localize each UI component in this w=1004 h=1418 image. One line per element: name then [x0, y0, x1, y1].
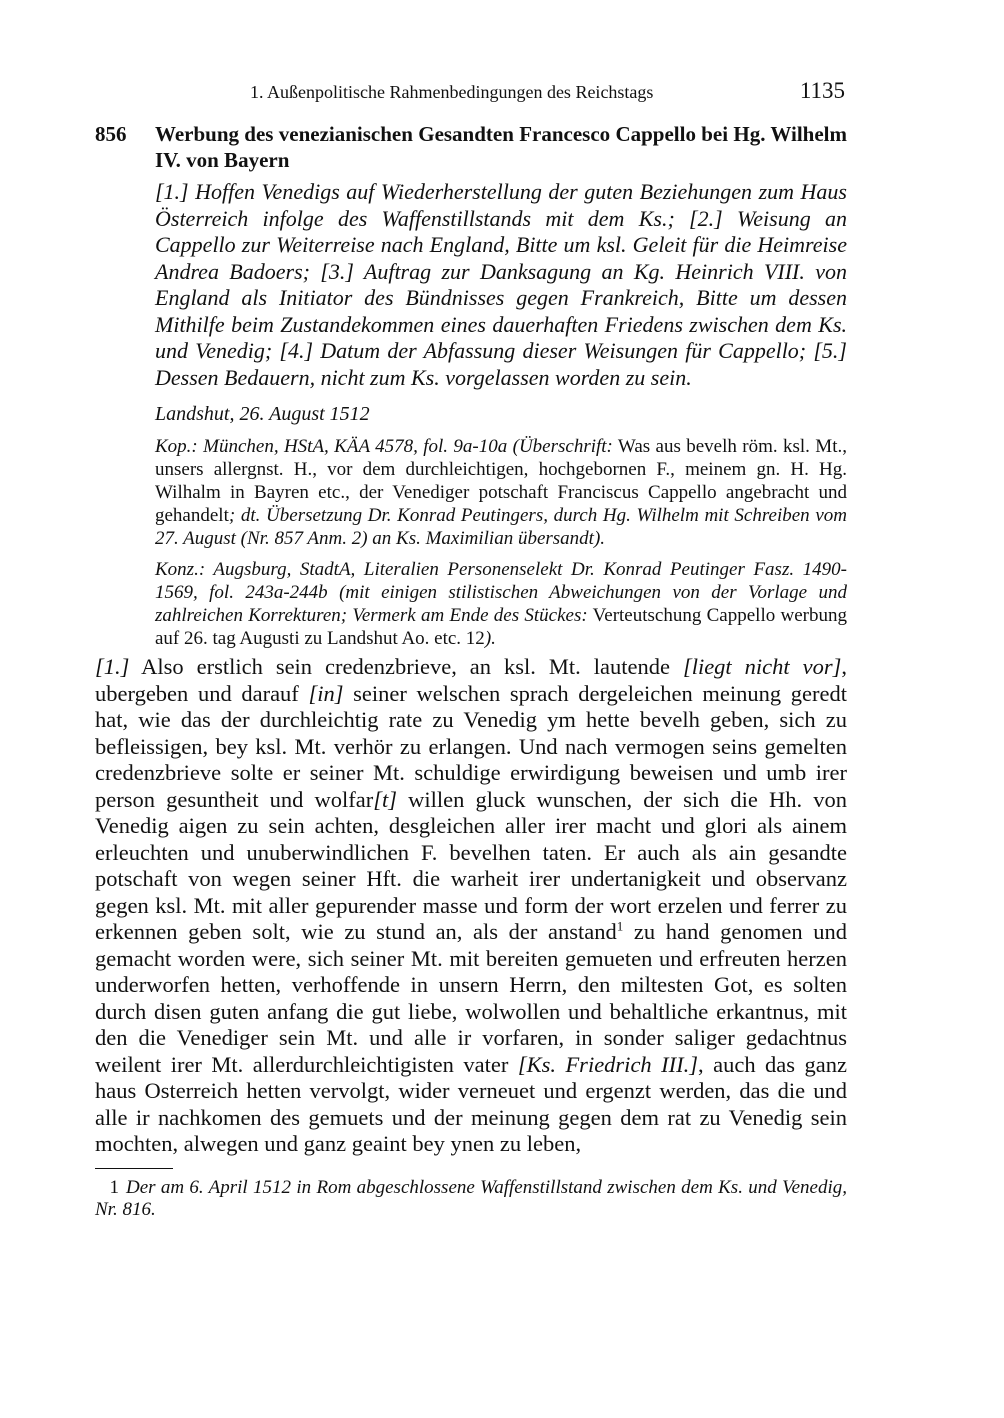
- body-span: , ubergeben und darauf: [95, 654, 848, 706]
- document-title: Werbung des venezianischen Gesandten Francesco Cappello bei Hg. Wilhelm IV. von Bayern: [155, 122, 847, 172]
- running-head-title: 1. Außenpolitische Rahmenbedingungen des Reichstags: [250, 82, 654, 102]
- footnote-text: Der am 6. April 1512 in Rom abgeschlossene Waffenstillstand zwischen dem Ks. und Venedig, Nr. 816.: [95, 1176, 847, 1220]
- editorial-note: [liegt nicht vor]: [682, 654, 842, 679]
- body-span: , auch das ganz haus Osterreich hetten vervolgt, wider verneuet und ergenzt werden, das die und alle ir nachkomen des gemuets und der meinung gegen dem rat zu Venedig sein mochten, alwegen und ganz geaint bey ynen zu leben,: [95, 1051, 847, 1156]
- source-copy-part-b: Was aus bevelh röm. ksl. Mt., unsers allergnst. H., vor dem durchleichtigen, hochgebornen F., meinem gn. H. Hg. Wilhalm in Bayren etc., der Venediger potschaft Franciscus Cappello angebracht und gehandelt: [155, 436, 847, 526]
- source-draft: [155, 558, 847, 650]
- source-draft-part-a: Konz.: Augsburg, StadtA, Literalien Personenselekt Dr. Konrad Peutinger Fasz. 1490-1569, fol. 243a-244b (mit einigen stilistischen Abweichungen von der Vorlage und zahlreichen Korrekturen; Vermerk am Ende des Stückes:: [155, 559, 847, 626]
- footnote-reference[interactable]: 1: [616, 918, 624, 934]
- source-copy: [155, 435, 847, 550]
- editorial-insert: [in]: [308, 680, 344, 706]
- body-span: Also erstlich sein credenzbrieve, an ksl. Mt. lautende: [129, 654, 683, 679]
- page-number: 1135: [799, 78, 845, 103]
- source-copy-part-a: Kop.: München, HStA, KÄA 4578, fol. 9a-10a (Überschrift:: [155, 436, 613, 457]
- editorial-insert: [t]: [373, 786, 398, 812]
- document-number: 856: [95, 122, 127, 146]
- source-draft-part-c: ).: [484, 628, 496, 649]
- body-text: [95, 654, 847, 1158]
- body-span: willen gluck wunschen, der sich die Hh. von Venedig aigen zu sein achten, desgleichen aller irer macht und glori als ainem erleuchten und unuberwindlichen F. bevelhen taten. Er auch als ain gesandte potschaft von wegen seiner Hft. die warheit irer undertanigkeit und observanz gegen ksl. Mt. mit aller gepurender masse und form der wort erzelen und ferrer zu erkennen geben solt, wie zu stund an, als der anstand: [95, 786, 847, 944]
- document-heading: [95, 121, 847, 173]
- editorial-note: [Ks. Friedrich III.]: [517, 1051, 699, 1077]
- footnote-rule: [95, 1168, 173, 1169]
- place-date: Landshut, 26. August 1512: [155, 403, 370, 425]
- footnote: [95, 1177, 847, 1221]
- body-span: seiner welschen sprach dergeleichen meinung geredt hat, wie das der durchleichtig rate zu Venedig ym hette bevelh geben, sich zu befleissigen, bey ksl. Mt. verhör zu erlangen. Und nach vermogen seins gemelten credenzbrieve solte er seiner Mt. schuldige erwirdigung beweisen und umb irer person gesuntheit und wolfar: [95, 680, 847, 812]
- footnote-mark: 1: [109, 1176, 119, 1198]
- regest: [1.] Hoffen Venedigs auf Wiederherstellung der guten Beziehungen zum Haus Österreich infolge des Waffenstillstands mit dem Ks.; [2.] Weisung an Cappello zur Weiterreise nach England, Bitte um ksl. Geleit für die Heimreise Andrea Badoers; [3.] Auftrag zur Danksagung an Kg. Heinrich VIII. von England als Initiator des Bündnisses gegen Frankreich, Bitte um dessen Mithilfe beim Zustandekommen eines dauerhaften Friedens zwischen dem Ks. und Venedig; [4.] Datum der Abfassung dieser Weisungen für Cappello; [5.] Dessen Bedauern, nicht zum Ks. vorgelassen worden zu sein.: [155, 179, 847, 390]
- page: [95, 78, 847, 1221]
- source-copy-part-c: ; dt. Übersetzung Dr. Konrad Peutingers, durch Hg. Wilhelm mit Schreiben vom 27. August (Nr. 857 Anm. 2) an Ks. Maximilian übersandt).: [155, 505, 847, 549]
- running-head: [95, 78, 847, 108]
- source-draft-part-b: Verteutschung Cappello werbung auf 26. tag Augusti zu Landshut Ao. etc. 12: [155, 605, 847, 649]
- body-span: zu hand genomen und gemacht worden were, sich seiner Mt. mit bereiten gemueten und erfreuten herzen underworfen hetten, verhoffende in unsern Herrn, den miltesten Got, es solten durch disen guten anfang die gut liebe, wolwollen und behaltliche erkantnus, mit den die Venediger sein Mt. und alle ir vorfaren, in sonder saliger gedachtnus weilent irer Mt. allerdurchleichtigisten vater: [95, 919, 847, 1077]
- section-marker: [1.]: [95, 654, 130, 679]
